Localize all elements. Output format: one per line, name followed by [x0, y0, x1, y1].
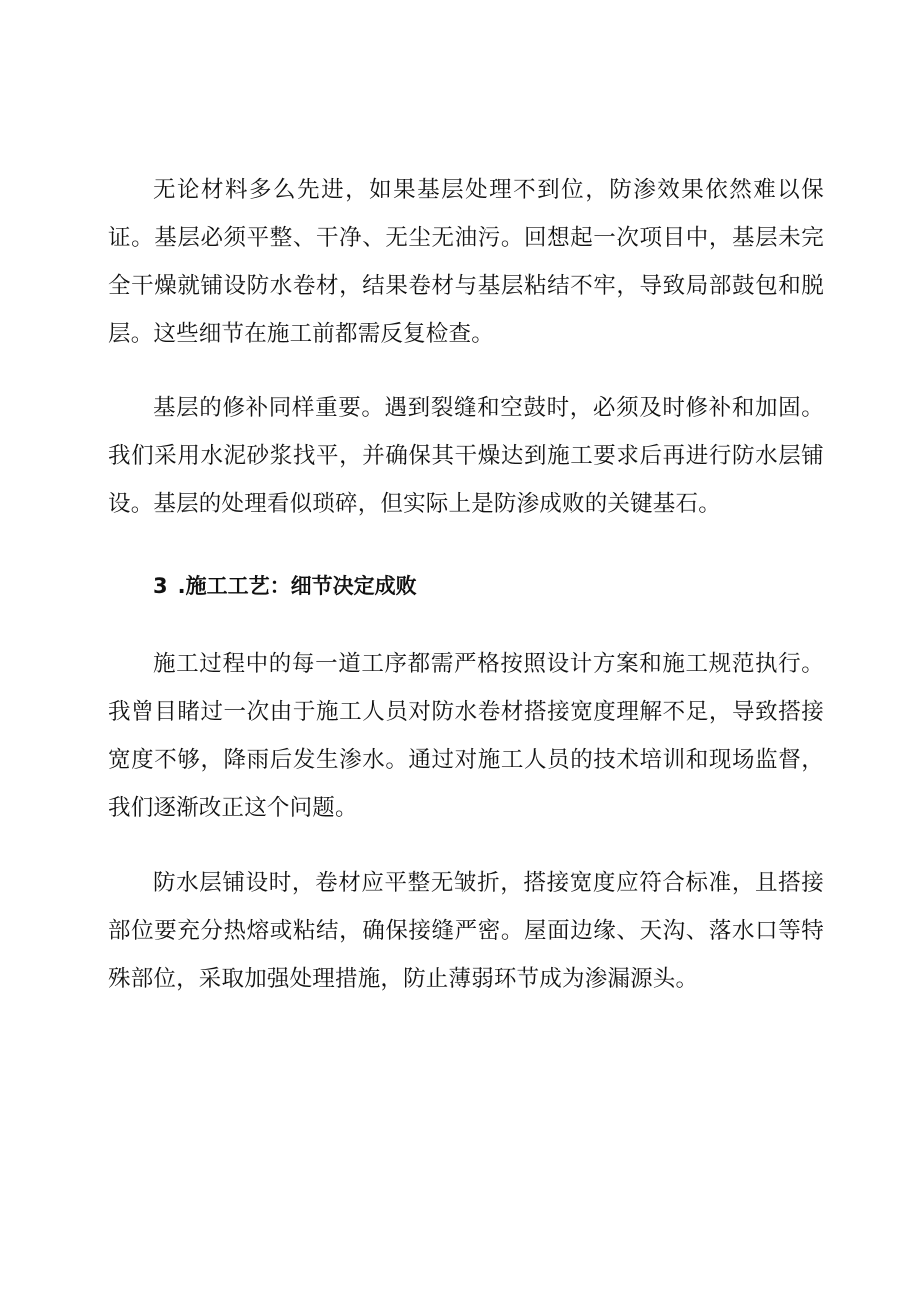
paragraph-construction-process: 施工过程中的每一道工序都需严格按照设计方案和施工规范执行。我曾目睹过一次由于施工人员对防水卷材搭接宽度理解不足，导致搭接宽度不够，降雨后发生渗水。通过对施工人员的技术培训和现场监督，我们逐渐改正这个问题。	[108, 651, 824, 821]
paragraph-base-repair: 基层的修补同样重要。遇到裂缝和空鼓时，必须及时修补和加固。我们采用水泥砂浆找平，并确保其干燥达到施工要求后再进行防水层铺设。基层的处理看似琐碎，但实际上是防渗成败的关键基石。	[108, 395, 824, 517]
paragraph-waterproof-laying: 防水层铺设时，卷材应平整无皱折，搭接宽度应符合标准，且搭接部位要充分热熔或粘结，确保接缝严密。屋面边缘、天沟、落水口等特殊部位，采取加强处理措施，防止薄弱环节成为渗漏源头。	[108, 870, 824, 992]
paragraph-base-treatment: 无论材料多么先进，如果基层处理不到位，防渗效果依然难以保证。基层必须平整、干净、无尘无油污。回想起一次项目中，基层未完全干燥就铺设防水卷材，结果卷材与基层粘结不牢，导致局部鼓包和脱层。这些细节在施工前都需反复检查。	[108, 177, 824, 347]
section-title: .施工工艺：细节决定成败	[177, 574, 417, 598]
section-number: 3	[153, 574, 168, 598]
section-heading	[153, 570, 417, 602]
